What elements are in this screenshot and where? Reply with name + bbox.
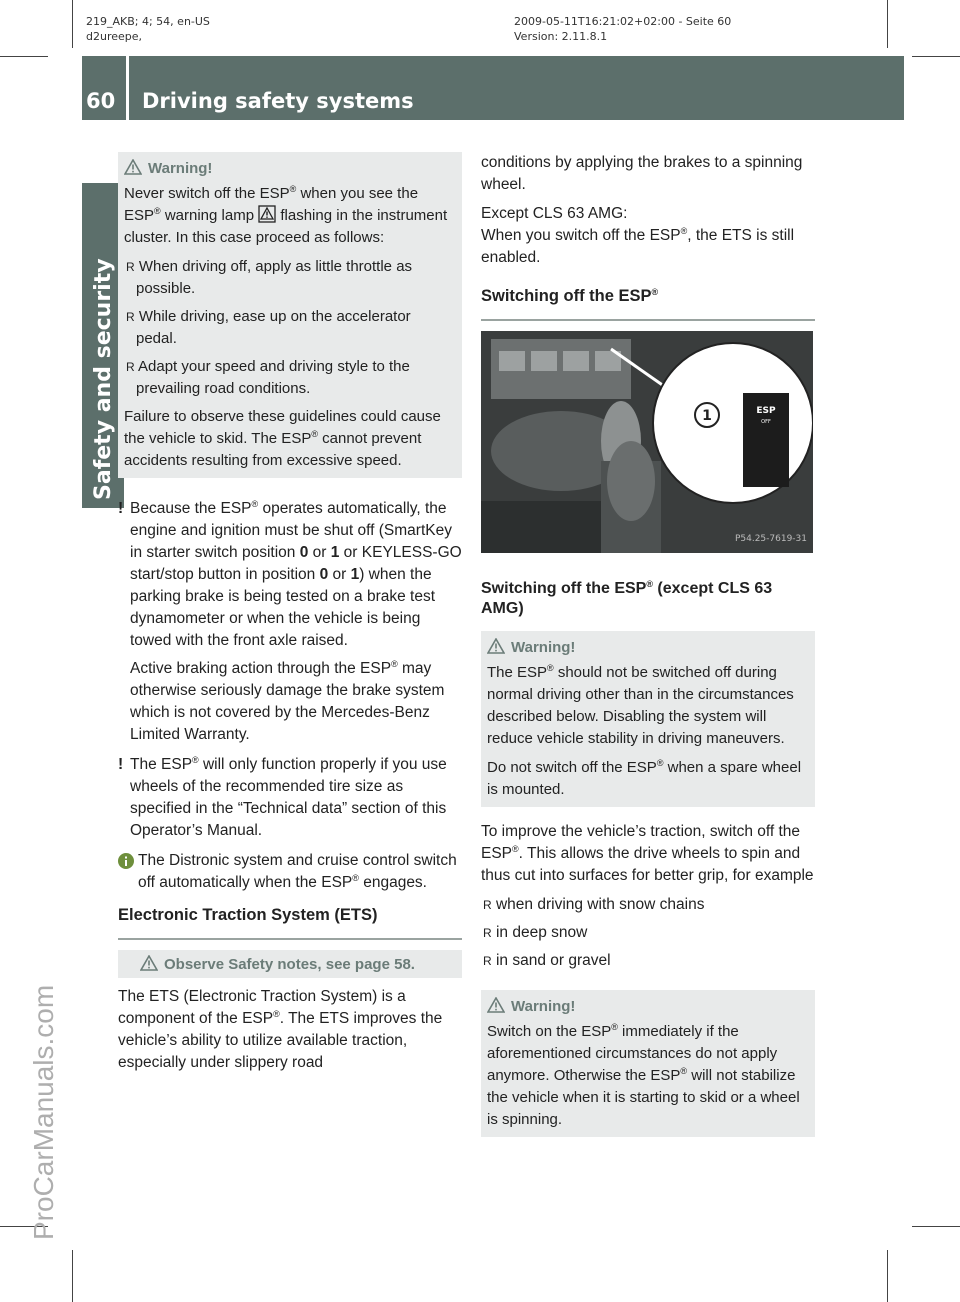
caution-note: [118, 498, 462, 746]
print-meta-line: d2ureepe,: [86, 30, 143, 43]
warning-text: The ESP® should not be switched off during normal driving other than in the circumstances described below. Disabling the system will reduce vehicle stability in driving maneuvers.: [487, 663, 794, 747]
warning-text: Switch on the ESP® immediately if the aforementioned circumstances do not apply anymore. Otherwise the ESP® will not stabilize the vehicle when it is starting to skid or a wheel is spinning.: [487, 1022, 800, 1128]
warning-title: Warning!: [487, 637, 807, 659]
image-code: P54.25-7619-31: [734, 534, 807, 544]
crop-mark: [912, 1226, 960, 1227]
caution-mark: !: [118, 756, 124, 773]
info-note: [118, 850, 462, 894]
info-circle-icon: [118, 853, 134, 869]
print-meta-line: 2009-05-11T16:21:02+02:00 - Seite 60: [514, 15, 732, 28]
subsection-heading: Switching off the ESP® (except CLS 63 AMG): [481, 579, 773, 617]
watermark: [22, 984, 72, 1300]
section-heading: Switching off the ESP®: [481, 285, 815, 321]
note-text: The ESP® will only function properly if you use wheels of the recommended tire size as specified in the “Technical data” section of this Operator’s Manual.: [130, 755, 447, 839]
warning-triangle-icon: [124, 159, 142, 175]
button-label: ESP: [756, 406, 776, 416]
page-number: 60: [86, 89, 116, 113]
safety-notes-box: [118, 950, 462, 978]
warning-triangle-icon: [487, 997, 505, 1013]
crop-mark: [887, 1250, 888, 1302]
note-text: Because the ESP® operates automatically, the engine and ignition must be shut off (SmartKey in starter switch position 0 or 1 or KEYLESS-GO start/stop button in position 0 or 1) when the parking brake is being tested on a brake test dynamometer or when the vehicle is being towed with the front axle raised.: [130, 499, 462, 649]
list-item: R Adapt your speed and driving style to the prevailing road conditions.: [126, 358, 410, 397]
button-label: OFF: [761, 419, 771, 425]
warning-box: [481, 990, 815, 1137]
warning-text: Never switch off the ESP® when you see the ESP® warning lamp flashing in the instrument cluster. In this case proceed as follows:: [124, 184, 448, 246]
safety-notes-ref: Observe Safety notes, see page 58.: [140, 954, 454, 976]
print-meta-right: [514, 14, 731, 44]
section-heading: Electronic Traction System (ETS): [118, 904, 462, 940]
right-column: [481, 152, 815, 1137]
caution-note: [118, 754, 462, 842]
crop-mark: [0, 56, 48, 57]
crop-mark: [887, 0, 888, 48]
note-text: Active braking action through the ESP® may otherwise seriously damage the brake system which is not covered by the Mercedes-Benz Limited Warranty.: [130, 659, 445, 743]
esp-button-photo: [481, 331, 813, 553]
watermark-text: ProCarManuals.com: [28, 984, 59, 1240]
caution-mark: !: [118, 500, 124, 517]
photo-illustration: [481, 331, 813, 553]
note-text: The Distronic system and cruise control switch off automatically when the ESP® engages.: [138, 852, 457, 891]
header-separator: [126, 56, 129, 120]
list-item: R When driving off, apply as little throttle as possible.: [126, 258, 413, 297]
list-item: R in sand or gravel: [483, 952, 611, 969]
print-meta-line: Version: 2.11.8.1: [514, 30, 608, 43]
warning-title: Warning!: [124, 158, 454, 180]
side-tab-label: Safety and security: [91, 258, 116, 500]
body-text: conditions by applying the brakes to a spinning wheel.: [481, 154, 803, 193]
body-text: To improve the vehicle’s traction, switch off the ESP®. This allows the drive wheels to spin and thus cut into surfaces for better grip, for example: [481, 823, 814, 884]
list-item: R in deep snow: [483, 924, 588, 941]
left-column: [118, 152, 462, 1081]
crop-mark: [912, 56, 960, 57]
crop-mark: [72, 1250, 73, 1302]
warning-title: Warning!: [487, 996, 807, 1018]
body-text: The ETS (Electronic Traction System) is a component of the ESP®. The ETS improves the vehicle’s ability to utilize available traction, especially under slippery road: [118, 988, 443, 1071]
warning-triangle-icon: [140, 955, 158, 971]
warning-box: [118, 152, 462, 478]
warning-triangle-icon: [487, 638, 505, 654]
skid-lamp-icon: [258, 205, 276, 223]
body-text: Except CLS 63 AMG:: [481, 205, 628, 222]
list-item: R when driving with snow chains: [483, 896, 705, 913]
print-meta-line: 219_AKB; 4; 54, en-US: [86, 15, 210, 28]
warning-box: [481, 631, 815, 807]
page-header: [82, 56, 904, 120]
crop-mark: [72, 0, 73, 48]
body-text: When you switch off the ESP®, the ETS is still enabled.: [481, 226, 795, 266]
print-meta-left: [86, 14, 210, 44]
list-item: R While driving, ease up on the accelerator pedal.: [126, 308, 411, 347]
warning-text: Failure to observe these guidelines could cause the vehicle to skid. The ESP® cannot prevent accidents resulting from excessive speed.: [124, 408, 441, 469]
warning-text: Do not switch off the ESP® when a spare wheel is mounted.: [487, 758, 802, 798]
callout-number: 1: [702, 408, 712, 424]
page-title: Driving safety systems: [142, 89, 414, 113]
